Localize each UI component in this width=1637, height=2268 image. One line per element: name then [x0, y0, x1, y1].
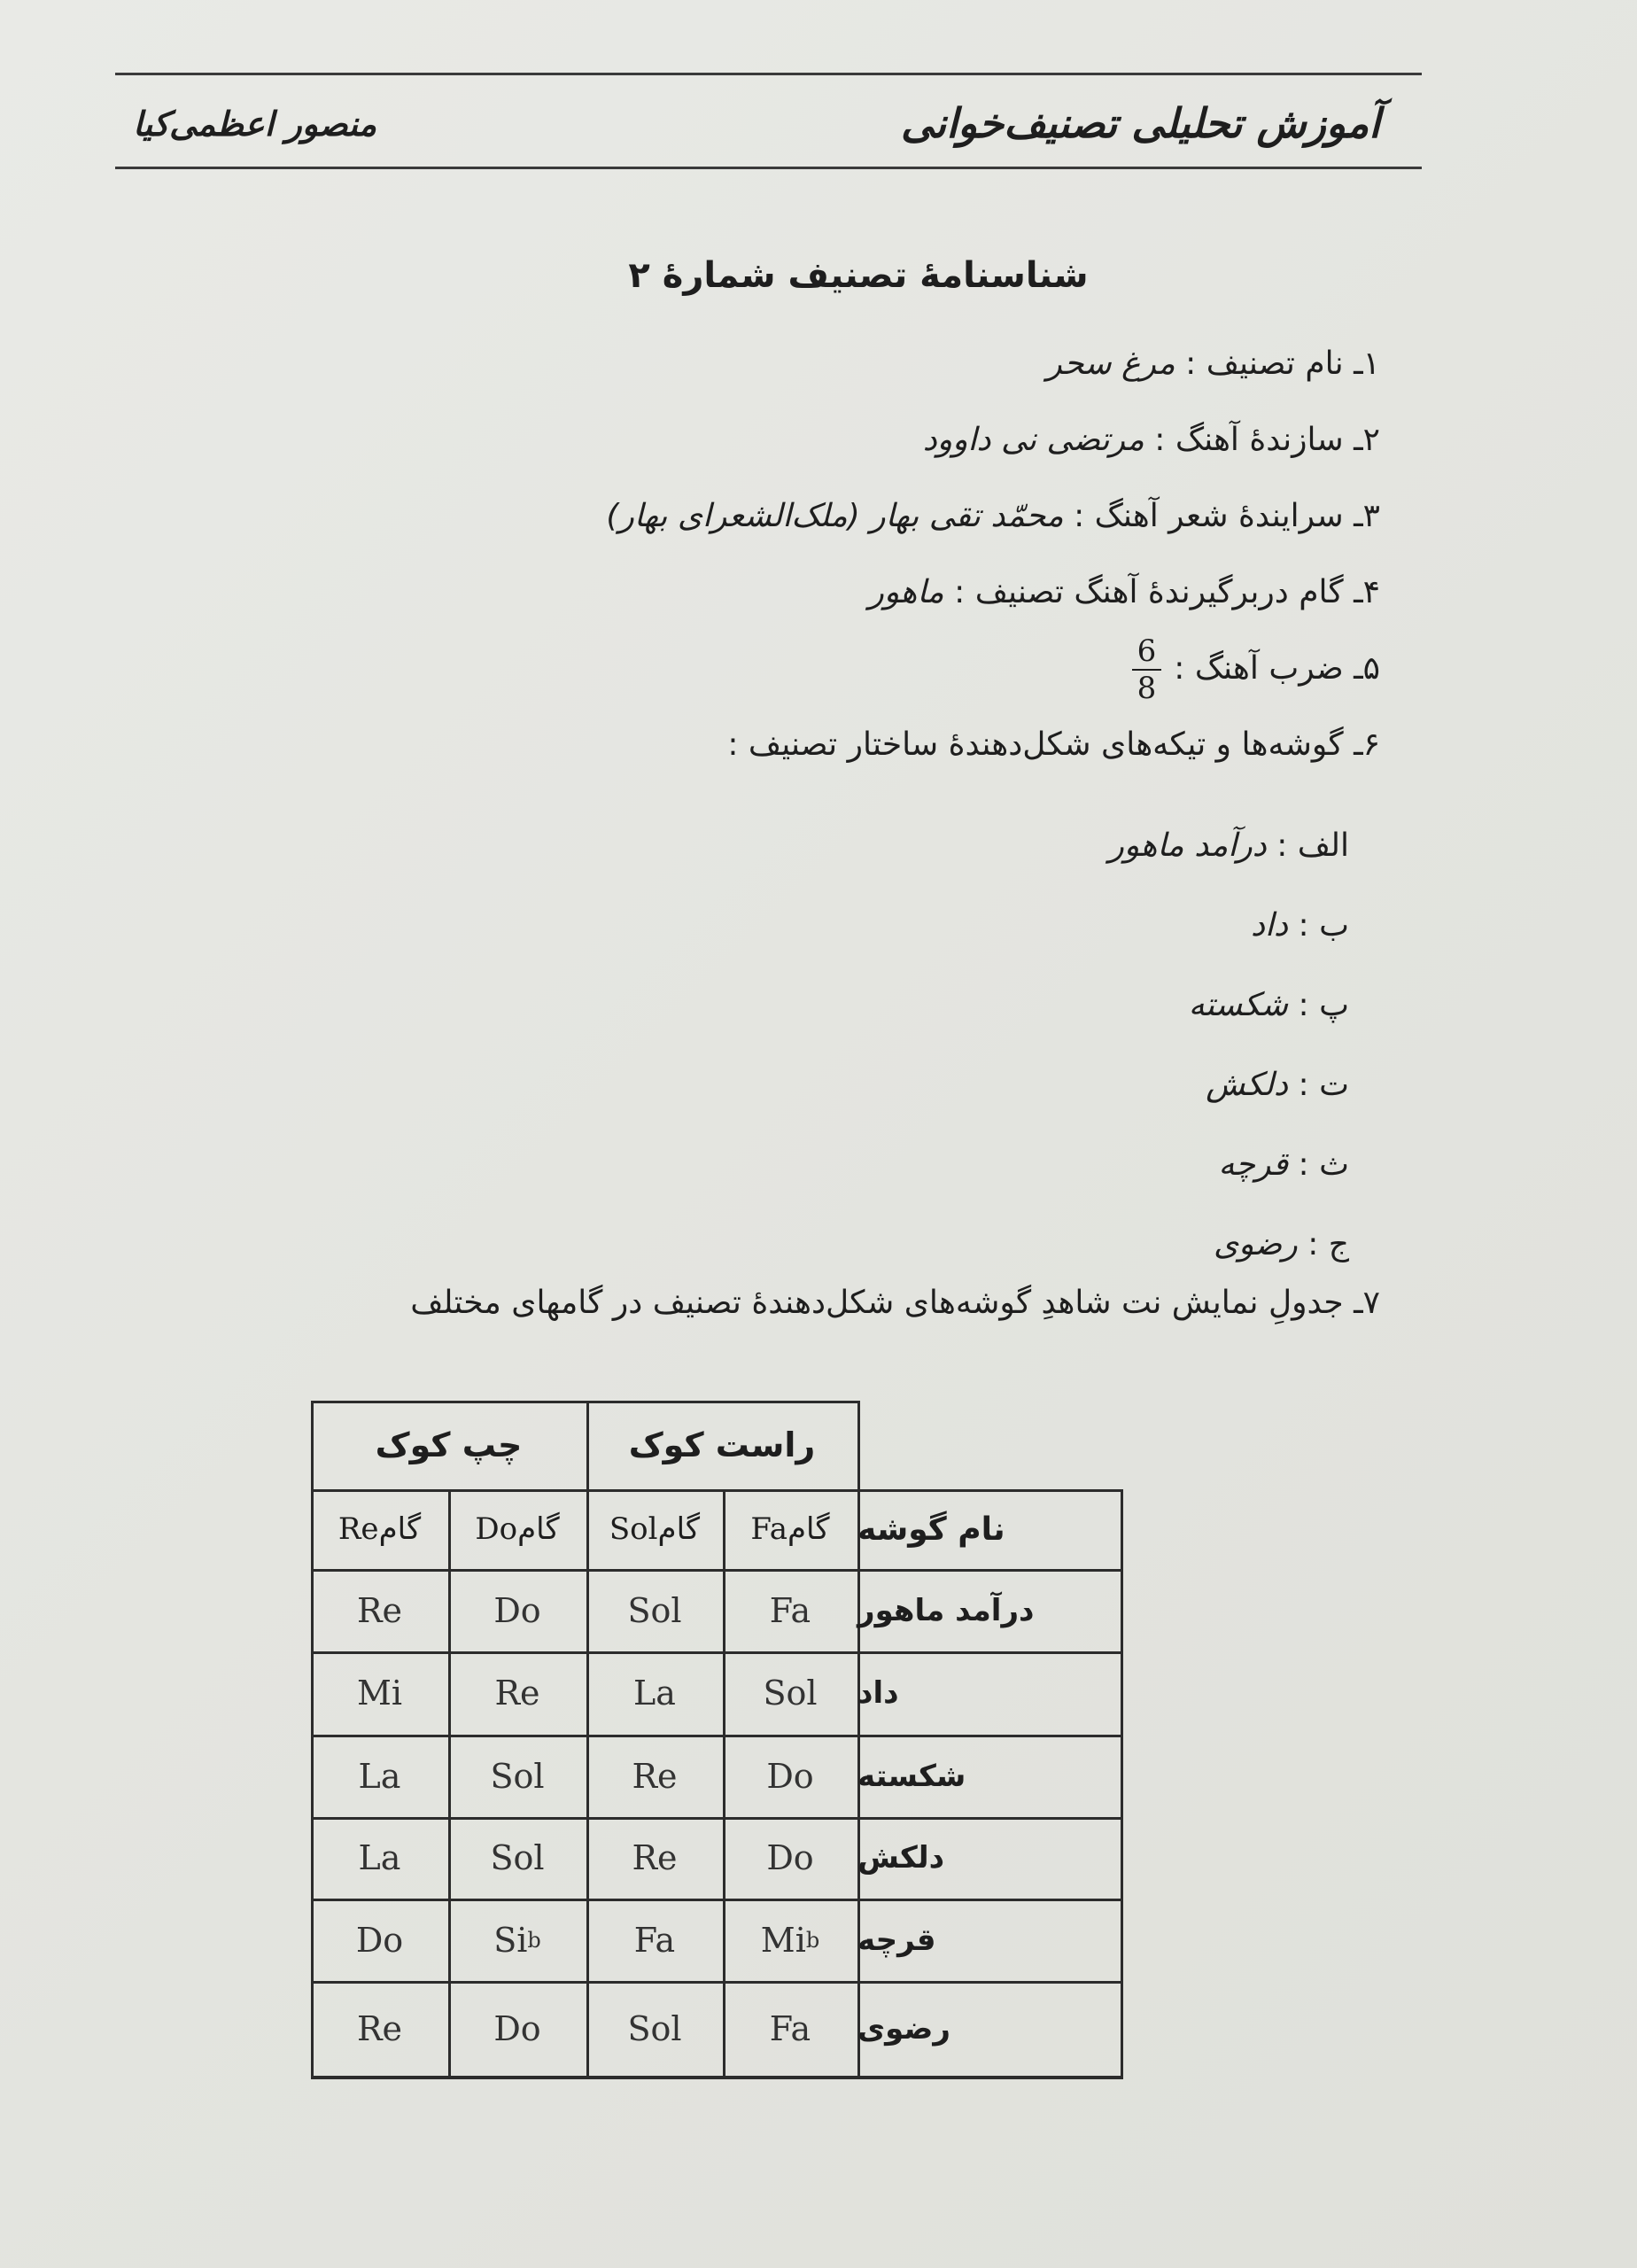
section-item: ث : قرچه [1218, 1146, 1349, 1183]
sheet-title: شناسنامهٔ تصنیف شمارهٔ ۲ [628, 255, 1089, 296]
column-header: گام Do [475, 1511, 560, 1547]
column-header: گام Fa [750, 1511, 830, 1547]
note-cell: La [358, 1756, 401, 1796]
note-cell: La [633, 1674, 676, 1713]
row-label: درآمد ماهور [857, 1592, 1035, 1628]
book-title: آموزش تحلیلی تصنیف‌خوانی [901, 99, 1380, 147]
section-item: ب : داد [1251, 907, 1349, 944]
note-cell: Re [356, 1590, 403, 1630]
row-label: رضوی [857, 2010, 950, 2047]
row-label: شکسته [857, 1758, 966, 1794]
info-item-composer: ۲ـ سازندهٔ آهنگ : مرتضی نی داوود [922, 422, 1380, 458]
item7-table-caption: ۷ـ جدولِ نمایش نت شاهدِ گوشه‌های شکل‌دهندهٔ تصنیف در گامهای مختلف [410, 1285, 1380, 1321]
info-item-scale: ۴ـ گام دربرگیرندهٔ آهنگ تصنیف : ماهور [868, 574, 1380, 610]
note-cell: Sol [490, 1756, 545, 1796]
note-cell: Mi b [760, 1920, 820, 1960]
info-item-name: ۱ـ نام تصنیف : مرغ سحر [1046, 346, 1380, 382]
note-cell: Do [355, 1920, 404, 1960]
note-cell: Re [356, 2008, 403, 2048]
header-top-rule [115, 73, 1422, 75]
info-list [229, 326, 1380, 783]
note-cell: Sol [627, 1590, 682, 1630]
note-cell: Do [766, 1756, 814, 1796]
note-cell: Do [493, 2008, 541, 2048]
table-border-bottom [311, 2078, 1123, 2079]
note-cell: Mi [356, 1674, 403, 1713]
note-cell: Re [632, 1838, 678, 1877]
author-name: منصور اعظمی‌کیا [133, 105, 377, 144]
note-cell: Do [493, 1590, 541, 1630]
row-label: قرچه [857, 1922, 936, 1958]
note-cell: Si b [493, 1920, 541, 1960]
note-cell: Re [494, 1674, 540, 1713]
header-bottom-rule [115, 167, 1422, 169]
column-header: گام Sol [609, 1511, 701, 1547]
note-cell: Fa [769, 1590, 811, 1630]
section-item: پ : شکسته [1188, 987, 1349, 1023]
note-cell: Fa [633, 1920, 676, 1960]
note-cell: Fa [769, 2008, 811, 2048]
note-cell: Sol [627, 2008, 682, 2048]
row-label: داد [857, 1675, 899, 1711]
note-cell: La [358, 1838, 401, 1877]
section-list [1108, 806, 1349, 1285]
info-item-poet: ۳ـ سرایندهٔ شعر آهنگ : محمّد تقی بهار (ملک‌الشعرای بهار) [606, 498, 1380, 534]
name-column-header: نام گوشه [857, 1511, 1005, 1548]
note-cell: Sol [763, 1674, 818, 1713]
note-cell: Sol [490, 1838, 545, 1877]
section-item: الف : درآمد ماهور [1108, 827, 1349, 864]
section-item: ت : دلکش [1206, 1067, 1349, 1103]
info-item-sections: ۶ـ گوشه‌ها و تیکه‌های شکل‌دهندهٔ ساختار تصنیف : [727, 726, 1380, 763]
note-cell: Re [632, 1756, 678, 1796]
group-header-left: چپ کوک [375, 1425, 523, 1464]
column-header: گام Re [337, 1511, 422, 1547]
time-signature: $\frac{6}{8}$ [1132, 633, 1162, 706]
note-cell: Do [766, 1838, 814, 1877]
scale-table [311, 1401, 1123, 2076]
group-header-right: راست کوک [628, 1425, 816, 1464]
info-item-meter: ۵ـ ضرب آهنگ : $\frac{6}{8}$ [229, 631, 1380, 707]
row-label: دلکش [857, 1840, 945, 1876]
section-item: ج : رضوی [1214, 1226, 1349, 1262]
